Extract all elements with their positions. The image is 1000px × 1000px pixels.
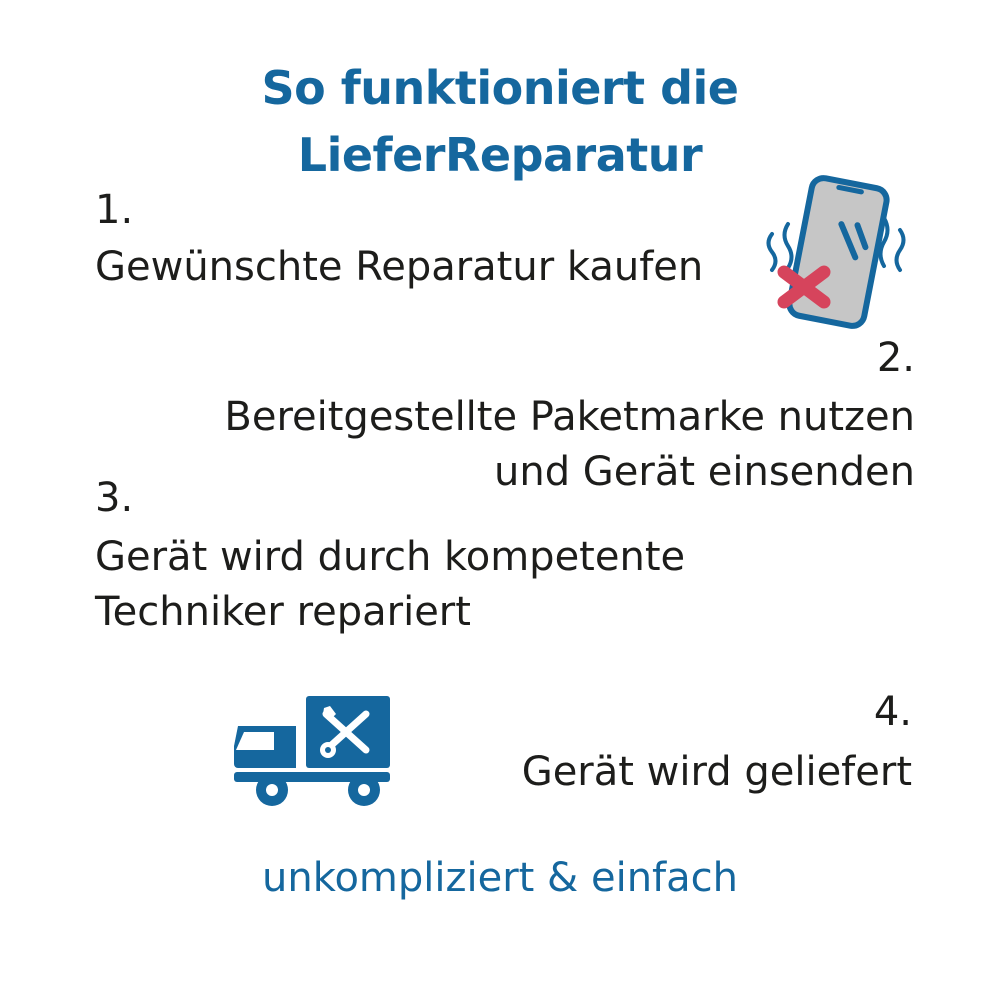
step-2-text-line-1: Bereitgestellte Paketmarke nutzen [224, 394, 915, 440]
page-title [0, 55, 1000, 188]
cracked-phone-icon [748, 172, 923, 342]
step-4-text: Gerät wird geliefert [521, 749, 912, 795]
step-3-number: 3. [95, 475, 134, 521]
step-3-text [95, 530, 685, 640]
step-3-text-line-2: Techniker repariert [95, 589, 471, 636]
page-title-line-1: So funktioniert die [261, 61, 739, 115]
step-2-text [224, 390, 915, 500]
delivery-truck-icon [228, 692, 418, 812]
page-title-line-2: LieferReparatur [297, 127, 703, 182]
step-1-text: Gewünschte Reparatur kaufen [95, 244, 704, 290]
footer-tagline: unkompliziert & einfach [262, 855, 738, 901]
step-2-number: 2. [876, 335, 915, 381]
step-2-text-line-2: und Gerät einsenden [494, 449, 915, 496]
step-3-text-line-1: Gerät wird durch kompetente [95, 534, 686, 580]
step-4-number: 4. [873, 689, 912, 735]
step-1-number: 1. [95, 187, 134, 233]
